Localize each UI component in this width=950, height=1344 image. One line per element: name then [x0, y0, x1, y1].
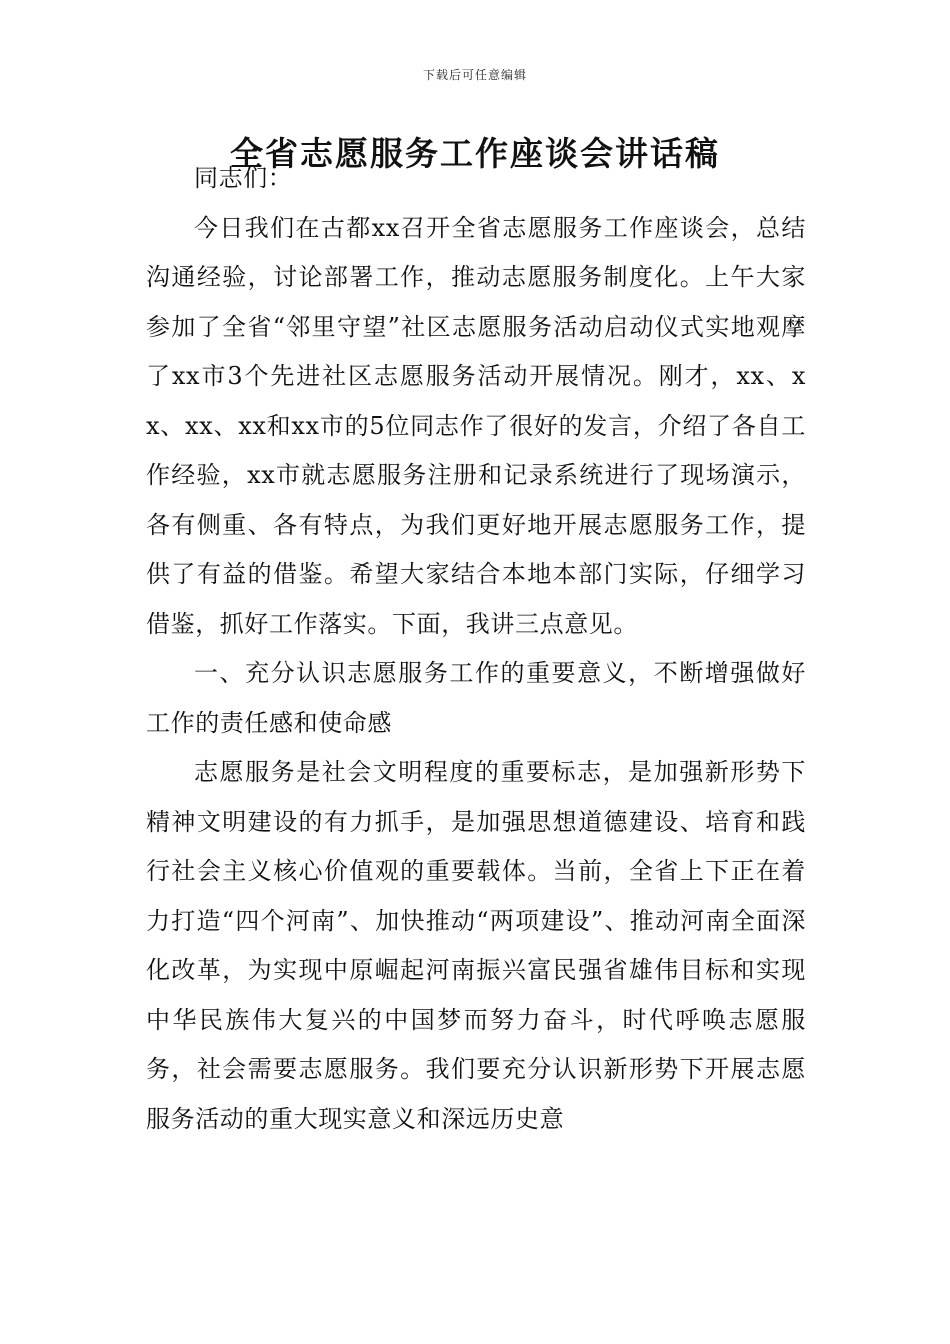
- paragraph-intro: 今日我们在古都xx召开全省志愿服务工作座谈会，总结沟通经验，讨论部署工作，推动志愿服务制度化。上午大家参加了全省“邻里守望”社区志愿服务活动启动仪式实地观摩了xx市3个先进社区志愿服务活动开展情况。刚才，xx、xx、xx、xx和xx市的5位同志作了很好的发言，介绍了各自工作经验，xx市就志愿服务注册和记录系统进行了现场演示，各有侧重、各有特点，为我们更好地开展志愿服务工作，提供了有益的借鉴。希望大家结合本地本部门实际，仔细学习借鉴，抓好工作落实。下面，我讲三点意见。: [146, 213, 806, 638]
- header-note: 下载后可任意编辑: [422, 68, 527, 82]
- salutation: 同志们：: [194, 164, 293, 192]
- paragraph-section-1: 志愿服务是社会文明程度的重要标志，是加强新形势下精神文明建设的有力抓手，是加强思想道德建设、培育和践行社会主义核心价值观的重要载体。当前，全省上下正在着力打造“四个河南”、加快推动“两项建设”、推动河南全面深化改革，为实现中原崛起河南振兴富民强省雄伟目标和实现中华民族伟大复兴的中国梦而努力奋斗，时代呼唤志愿服务，社会需要志愿服务。我们要充分认识新形势下开展志愿服务活动的重大现实意义和深远历史意: [146, 758, 806, 1133]
- document-body: [146, 154, 806, 1144]
- document-title: 全省志愿服务工作座谈会讲话稿: [230, 134, 720, 173]
- section-heading-1: 一、充分认识志愿服务工作的重要意义，不断增强做好工作的责任感和使命感: [146, 659, 806, 737]
